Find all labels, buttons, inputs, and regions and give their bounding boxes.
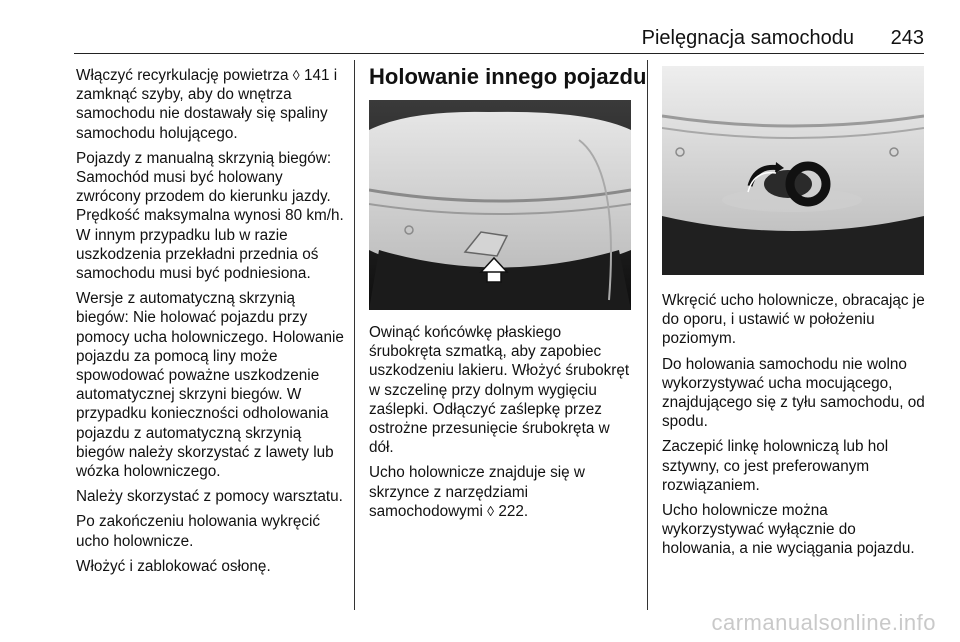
section-title: Holowanie innego pojazdu bbox=[369, 64, 647, 89]
paragraph-no-lashing-eye: Do holowania samochodu nie wolno wykorzystywać ucha mocującego, znajdującego się z tyłu samochodu, od spodu. bbox=[662, 355, 925, 431]
paragraph-tow-eye-location: Ucho holownicze znajduje się w skrzynce z narzędziami samochodowymi ◊ 222. bbox=[369, 464, 585, 520]
reference-icon: ◊ bbox=[292, 67, 300, 83]
paragraph-remove-eye: Po zakończeniu holowania wykręcić ucho holownicze. bbox=[76, 513, 321, 550]
page-reference[interactable]: 222. bbox=[498, 502, 529, 520]
page-title: Pielęgnacja samochodu bbox=[641, 27, 854, 49]
watermark: carmanualsonline.info bbox=[711, 610, 936, 635]
page-header bbox=[74, 25, 924, 54]
paragraph-manual-gearbox: Pojazdy z manualną skrzynią biegów: Samochód musi być holowany zwrócony przodem do kierunku jazdy. Prędkość maksymalna wynosi 80 km/h. W innym przypadku lub w razie uszkodzenia przekładni przednia oś samochodu musi być podniesiona. bbox=[76, 149, 344, 283]
bumper-cover-illustration-icon bbox=[369, 100, 631, 310]
tow-eye-illustration-icon bbox=[662, 66, 924, 275]
column-divider-1 bbox=[354, 60, 355, 610]
column-left bbox=[76, 66, 344, 582]
paragraph-workshop: Należy skorzystać z pomocy warsztatu. bbox=[76, 488, 343, 506]
column-middle bbox=[369, 323, 637, 527]
page-number: 243 bbox=[890, 27, 924, 49]
reference-icon: ◊ bbox=[487, 502, 495, 519]
column-right bbox=[662, 291, 930, 565]
paragraph-recirculation: Włączyć recyrkulację powietrza ◊ 141 i zamknąć szyby, aby do wnętrza samochodu nie dostawały się spaliny samochodu holującego. bbox=[76, 67, 338, 142]
paragraph-insert-cover: Włożyć i zablokować osłonę. bbox=[76, 557, 271, 575]
paragraph-attach-rope: Zaczepić linkę holowniczą lub hol sztywny, co jest preferowanym rozwiązaniem. bbox=[662, 438, 889, 494]
column-divider-2 bbox=[647, 60, 648, 610]
paragraph-screwdriver: Owinąć końcówkę płaskiego śrubokręta szmatką, aby zapobiec uszkodzeniu lakieru. Włożyć śrubokręt w szczelinę przy dolnym wygięciu zaślepki. Odłączyć zaślepkę przez ostrożne przesunięcie śrubokręta w dół. bbox=[369, 324, 630, 457]
paragraph-screw-in-eye: Wkręcić ucho holownicze, obracając je do oporu, i ustawić w położeniu poziomym. bbox=[662, 292, 925, 348]
paragraph-only-towing: Ucho holownicze można wykorzystywać wyłącznie do holowania, a nie wyciągania pojazdu. bbox=[662, 502, 915, 558]
page-reference[interactable]: 141 bbox=[303, 67, 330, 84]
paragraph-automatic-gearbox: Wersje z automatyczną skrzynią biegów: Nie holować pojazdu przy pomocy ucha holowniczego. Holowanie pojazdu za pomocą liny może spowodować poważne uszkodzenie automatycznej skrzyni biegów. W przypadku konieczności odholowania pojazdu z automatyczną skrzynią biegów należy skorzystać z lawety lub wózka holowniczego. bbox=[76, 290, 344, 481]
